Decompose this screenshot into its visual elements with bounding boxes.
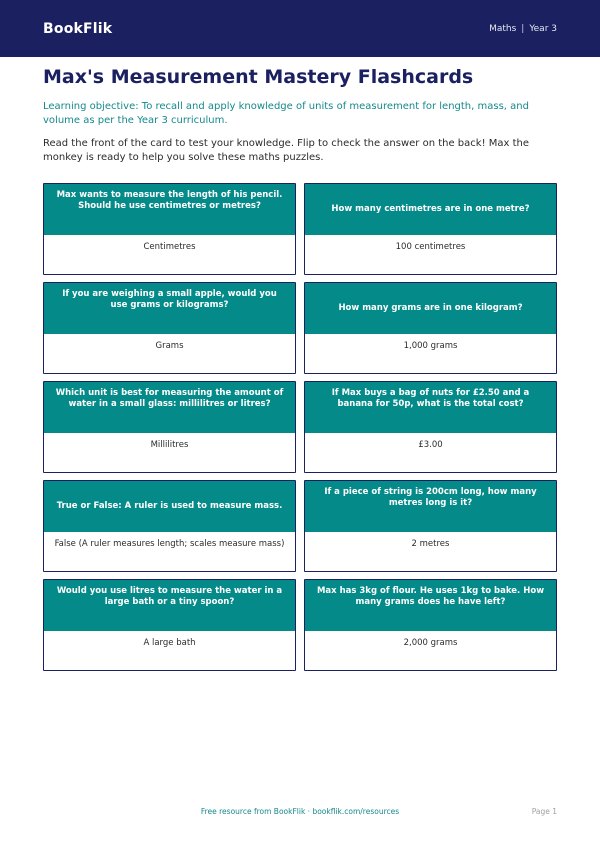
card-answer: 100 centimetres — [305, 235, 556, 274]
card-question: Which unit is best for measuring the amount of water in a small glass: millilitres or litres? — [44, 382, 295, 433]
card-question: If a piece of string is 200cm long, how many metres long is it? — [305, 481, 556, 532]
footer-source-link[interactable]: Free resource from BookFlik · bookflik.com/resources — [200, 807, 400, 816]
flashcard[interactable] — [43, 480, 296, 572]
flashcard[interactable] — [304, 282, 557, 374]
page-footer — [0, 807, 600, 819]
flashcard[interactable] — [304, 183, 557, 275]
card-question: How many grams are in one kilogram? — [305, 283, 556, 334]
card-answer: 2 metres — [305, 532, 556, 571]
card-question: Would you use litres to measure the water in a large bath or a tiny spoon? — [44, 580, 295, 631]
flashcard[interactable] — [43, 381, 296, 473]
intro-text: Read the front of the card to test your knowledge. Flip to check the answer on the back! Max the monkey is ready to help you solve these maths puzzles. — [43, 138, 530, 163]
card-answer: 2,000 grams — [305, 631, 556, 670]
brand-logo[interactable]: BookFlik — [43, 20, 113, 37]
flashcard-grid — [43, 183, 557, 671]
flashcard[interactable] — [304, 579, 557, 671]
card-question: Max wants to measure the length of his pencil. Should he use centimetres or metres? — [44, 184, 295, 235]
learning-objective: Learning objective: To recall and apply knowledge of units of measurement for length, mass, and volume as per the Year 3 curriculum. — [43, 101, 529, 126]
card-answer: Centimetres — [44, 235, 295, 274]
year-label: Year 3 — [529, 23, 557, 34]
card-question: How many centimetres are in one metre? — [305, 184, 556, 235]
top-bar — [0, 0, 600, 57]
breadcrumb-separator: | — [521, 23, 525, 34]
page-number: Page 1 — [531, 807, 557, 816]
card-answer: 1,000 grams — [305, 334, 556, 373]
flashcard[interactable] — [43, 579, 296, 671]
subject-label: Maths — [489, 23, 517, 34]
card-answer: Grams — [44, 334, 295, 373]
card-answer: Millilitres — [44, 433, 295, 472]
card-question: If Max buys a bag of nuts for £2.50 and a banana for 50p, what is the total cost? — [305, 382, 556, 433]
page-title: Max's Measurement Mastery Flashcards — [43, 66, 474, 88]
card-question: If you are weighing a small apple, would you use grams or kilograms? — [44, 283, 295, 334]
flashcard[interactable] — [304, 480, 557, 572]
card-question: True or False: A ruler is used to measure mass. — [44, 481, 295, 532]
flashcard[interactable] — [43, 282, 296, 374]
breadcrumb — [489, 24, 557, 34]
flashcard[interactable] — [304, 381, 557, 473]
card-question: Max has 3kg of flour. He uses 1kg to bake. How many grams does he have left? — [305, 580, 556, 631]
card-answer: False (A ruler measures length; scales measure mass) — [44, 532, 295, 571]
flashcard[interactable] — [43, 183, 296, 275]
card-answer: £3.00 — [305, 433, 556, 472]
card-answer: A large bath — [44, 631, 295, 670]
